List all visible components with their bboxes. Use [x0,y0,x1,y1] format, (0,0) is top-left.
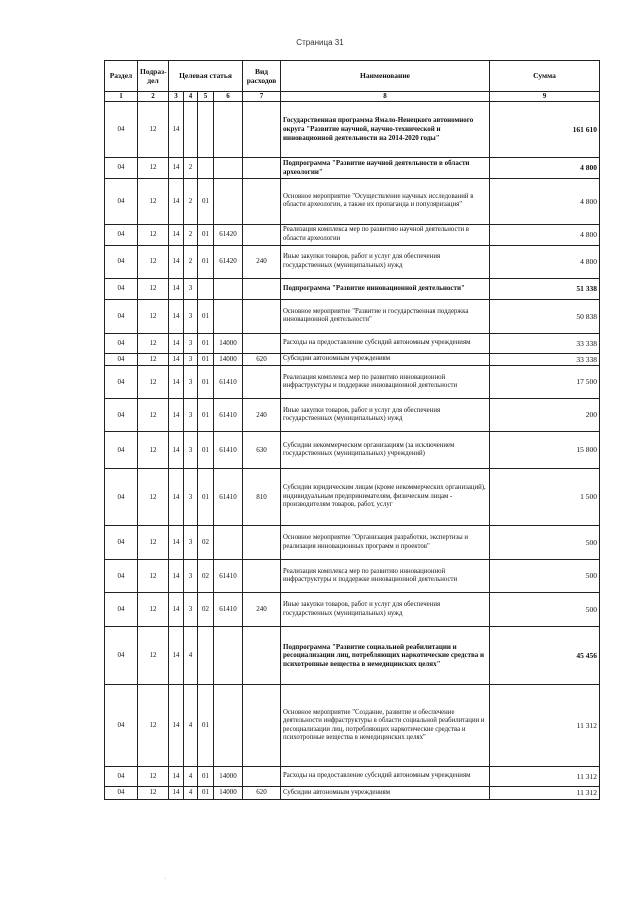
table-body [105,101,600,799]
table-row [105,178,600,224]
cell-razdel: 04 [105,366,138,399]
cell-name: Субсидии некоммерческим организациям (за исключением государственных (муниципальных) учреждений) [281,432,490,469]
cell-vid: 620 [243,787,281,799]
cell-direction: 14000 [214,767,243,787]
cell-sum: 161 610 [490,101,600,157]
cell-sum: 33 338 [490,333,600,353]
cell-sum: 4 800 [490,245,600,278]
column-number: 9 [490,92,600,102]
cell-razdel: 04 [105,178,138,224]
cell-podrazdel: 12 [138,224,169,245]
column-number: 2 [138,92,169,102]
cell-program: 14 [169,353,184,365]
header-razdel: Раздел [105,61,138,92]
cell-vid [243,560,281,593]
cell-program: 14 [169,593,184,627]
cell-measure: 01 [198,299,214,333]
cell-sum: 200 [490,399,600,432]
cell-sum: 11 312 [490,787,600,799]
cell-direction: 14000 [214,333,243,353]
cell-sum: 51 338 [490,278,600,299]
table-row [105,469,600,526]
cell-vid [243,178,281,224]
cell-program: 14 [169,627,184,685]
column-number: 8 [281,92,490,102]
cell-program: 14 [169,333,184,353]
cell-program: 14 [169,469,184,526]
cell-program: 14 [169,560,184,593]
cell-subprogram: 3 [184,526,198,560]
table-row [105,560,600,593]
header-sum: Сумма [490,61,600,92]
cell-subprogram: 3 [184,278,198,299]
cell-razdel: 04 [105,353,138,365]
cell-vid [243,333,281,353]
cell-podrazdel: 12 [138,366,169,399]
table-row [105,333,600,353]
cell-direction [214,627,243,685]
cell-direction [214,178,243,224]
cell-subprogram: 3 [184,333,198,353]
cell-razdel: 04 [105,526,138,560]
column-number: 4 [184,92,198,102]
cell-measure: 01 [198,353,214,365]
cell-vid [243,157,281,178]
cell-measure: 01 [198,333,214,353]
cell-subprogram: 4 [184,685,198,767]
cell-razdel: 04 [105,787,138,799]
cell-podrazdel: 12 [138,178,169,224]
cell-vid: 240 [243,593,281,627]
cell-direction: 61420 [214,224,243,245]
cell-vid: 240 [243,245,281,278]
table-row [105,593,600,627]
cell-measure: 01 [198,685,214,767]
cell-subprogram: 4 [184,627,198,685]
cell-measure [198,157,214,178]
table-row [105,432,600,469]
cell-podrazdel: 12 [138,593,169,627]
cell-name: Иные закупки товаров, работ и услуг для обеспечения государственных (муниципальных) нужд [281,399,490,432]
cell-measure [198,278,214,299]
cell-podrazdel: 12 [138,469,169,526]
table-row [105,278,600,299]
cell-podrazdel: 12 [138,245,169,278]
cell-podrazdel: 12 [138,299,169,333]
table-row [105,224,600,245]
cell-name: Подпрограмма "Развитие научной деятельности в области археологии" [281,157,490,178]
cell-subprogram: 3 [184,299,198,333]
header-target: Целевая статья [169,61,243,92]
cell-razdel: 04 [105,299,138,333]
cell-program: 14 [169,685,184,767]
column-number: 6 [214,92,243,102]
cell-razdel: 04 [105,627,138,685]
cell-program: 14 [169,526,184,560]
cell-razdel: 04 [105,399,138,432]
cell-subprogram: 4 [184,787,198,799]
cell-program: 14 [169,278,184,299]
column-number: 7 [243,92,281,102]
header-row [105,61,600,92]
cell-direction: 61410 [214,469,243,526]
cell-sum: 500 [490,593,600,627]
cell-vid: 810 [243,469,281,526]
cell-name: Иные закупки товаров, работ и услуг для обеспечения государственных (муниципальных) нужд [281,593,490,627]
cell-measure [198,627,214,685]
table-row [105,767,600,787]
cell-sum: 4 800 [490,178,600,224]
cell-measure: 01 [198,224,214,245]
budget-table [104,60,600,800]
cell-direction [214,685,243,767]
cell-measure: 02 [198,593,214,627]
cell-program: 14 [169,399,184,432]
cell-measure: 02 [198,560,214,593]
cell-name: Расходы на предоставление субсидий автономным учреждениям [281,767,490,787]
cell-vid [243,685,281,767]
cell-measure: 01 [198,178,214,224]
cell-sum: 11 312 [490,685,600,767]
table-row [105,526,600,560]
cell-name: Субсидии автономным учреждениям [281,787,490,799]
header-vid: Вид расходов [243,61,281,92]
table-row [105,101,600,157]
cell-program: 14 [169,101,184,157]
cell-name: Субсидии автономным учреждениям [281,353,490,365]
cell-podrazdel: 12 [138,432,169,469]
cell-measure: 01 [198,767,214,787]
cell-razdel: 04 [105,469,138,526]
cell-podrazdel: 12 [138,560,169,593]
cell-podrazdel: 12 [138,278,169,299]
cell-sum: 50 838 [490,299,600,333]
cell-sum: 17 500 [490,366,600,399]
cell-subprogram: 3 [184,469,198,526]
column-number: 5 [198,92,214,102]
table-row [105,787,600,799]
cell-program: 14 [169,366,184,399]
cell-razdel: 04 [105,101,138,157]
cell-measure: 01 [198,366,214,399]
cell-subprogram: 2 [184,157,198,178]
cell-measure: 01 [198,245,214,278]
cell-sum: 1 500 [490,469,600,526]
cell-podrazdel: 12 [138,101,169,157]
cell-vid [243,101,281,157]
cell-program: 14 [169,157,184,178]
cell-vid: 630 [243,432,281,469]
cell-direction [214,526,243,560]
cell-razdel: 04 [105,224,138,245]
cell-direction: 61410 [214,432,243,469]
cell-subprogram: 4 [184,767,198,787]
table-row [105,627,600,685]
cell-name: Подпрограмма "Развитие социальной реабилитации и ресоциализации лиц, потребляющих наркотические средства и психотропные вещества в немедицинских целях" [281,627,490,685]
cell-sum: 11 312 [490,767,600,787]
cell-name: Реализация комплекса мер по развитию инновационной инфраструктуры и поддержке инновационной деятельности [281,366,490,399]
cell-razdel: 04 [105,157,138,178]
cell-podrazdel: 12 [138,685,169,767]
cell-subprogram: 3 [184,560,198,593]
cell-sum: 500 [490,560,600,593]
cell-podrazdel: 12 [138,353,169,365]
table-row [105,157,600,178]
cell-podrazdel: 12 [138,787,169,799]
cell-sum: 45 456 [490,627,600,685]
cell-podrazdel: 12 [138,399,169,432]
cell-measure: 01 [198,399,214,432]
column-number-row [105,92,600,102]
cell-razdel: 04 [105,245,138,278]
cell-razdel: 04 [105,767,138,787]
cell-subprogram: 3 [184,353,198,365]
cell-subprogram: 3 [184,399,198,432]
table-row [105,399,600,432]
cell-measure: 01 [198,469,214,526]
cell-name: Основное мероприятие "Организация разработки, экспертизы и реализация инновационных программ и проектов" [281,526,490,560]
cell-name: Основное мероприятие "Развитие и государственная поддержка инновационной деятельности" [281,299,490,333]
column-number: 3 [169,92,184,102]
column-number: 1 [105,92,138,102]
cell-name: Расходы на предоставление субсидий автономным учреждениям [281,333,490,353]
cell-podrazdel: 12 [138,627,169,685]
header-podrazdel: Подраз-дел [138,61,169,92]
cell-sum: 15 800 [490,432,600,469]
cell-name: Реализация комплекса мер по развитию научной деятельности в области археологии [281,224,490,245]
cell-razdel: 04 [105,685,138,767]
cell-vid [243,627,281,685]
cell-subprogram: 2 [184,178,198,224]
cell-vid [243,767,281,787]
cell-vid [243,299,281,333]
cell-vid [243,366,281,399]
cell-direction: 61410 [214,560,243,593]
cell-direction: 61410 [214,593,243,627]
cell-name: Основное мероприятие "Осуществление научных исследований в области археологии, а также их пропаганда и популяризация" [281,178,490,224]
cell-program: 14 [169,245,184,278]
cell-subprogram [184,101,198,157]
cell-subprogram: 2 [184,245,198,278]
cell-subprogram: 3 [184,432,198,469]
cell-name: Основное мероприятие "Создание, развитие и обеспечение деятельности инфраструктуры в области социальной реабилитации и ресоциализации лиц, потребляющих наркотические средства и психотропные вещества в немедицинских целях" [281,685,490,767]
cell-direction: 61410 [214,366,243,399]
cell-vid [243,224,281,245]
scan-mark: · [164,876,166,882]
table-row [105,366,600,399]
cell-direction: 14000 [214,787,243,799]
cell-direction [214,278,243,299]
table-row [105,353,600,365]
cell-razdel: 04 [105,333,138,353]
cell-program: 14 [169,787,184,799]
cell-subprogram: 3 [184,366,198,399]
cell-direction: 14000 [214,353,243,365]
cell-direction: 61410 [214,399,243,432]
page-number: Страница 31 [296,38,344,47]
cell-measure: 02 [198,526,214,560]
cell-podrazdel: 12 [138,526,169,560]
table-row [105,685,600,767]
cell-program: 14 [169,299,184,333]
cell-name: Подпрограмма "Развитие инновационной деятельности" [281,278,490,299]
cell-sum: 4 800 [490,157,600,178]
cell-direction [214,101,243,157]
cell-measure [198,101,214,157]
cell-program: 14 [169,224,184,245]
cell-sum: 4 800 [490,224,600,245]
cell-podrazdel: 12 [138,333,169,353]
cell-program: 14 [169,767,184,787]
cell-podrazdel: 12 [138,767,169,787]
cell-name: Реализация комплекса мер по развитию инновационной инфраструктуры и поддержке инновационной деятельности [281,560,490,593]
cell-razdel: 04 [105,593,138,627]
cell-subprogram: 3 [184,593,198,627]
cell-program: 14 [169,178,184,224]
cell-vid [243,278,281,299]
cell-subprogram: 2 [184,224,198,245]
cell-razdel: 04 [105,432,138,469]
cell-direction [214,157,243,178]
cell-measure: 01 [198,787,214,799]
cell-program: 14 [169,432,184,469]
table-row [105,245,600,278]
cell-direction: 61420 [214,245,243,278]
table-row [105,299,600,333]
cell-sum: 500 [490,526,600,560]
cell-measure: 01 [198,432,214,469]
cell-razdel: 04 [105,560,138,593]
cell-name: Государственная программа Ямало-Ненецкого автономного округа "Развитие научной, научно-технической и инновационной деятельности на 2014-2020 годы" [281,101,490,157]
cell-vid: 620 [243,353,281,365]
header-name: Наименование [281,61,490,92]
cell-direction [214,299,243,333]
cell-podrazdel: 12 [138,157,169,178]
cell-sum: 33 338 [490,353,600,365]
cell-name: Иные закупки товаров, работ и услуг для обеспечения государственных (муниципальных) нужд [281,245,490,278]
cell-vid: 240 [243,399,281,432]
cell-razdel: 04 [105,278,138,299]
cell-name: Субсидии юридическим лицам (кроме некоммерческих организаций), индивидуальным предпринимателям, физическим лицам - производителям товаров, работ, услуг [281,469,490,526]
cell-vid [243,526,281,560]
